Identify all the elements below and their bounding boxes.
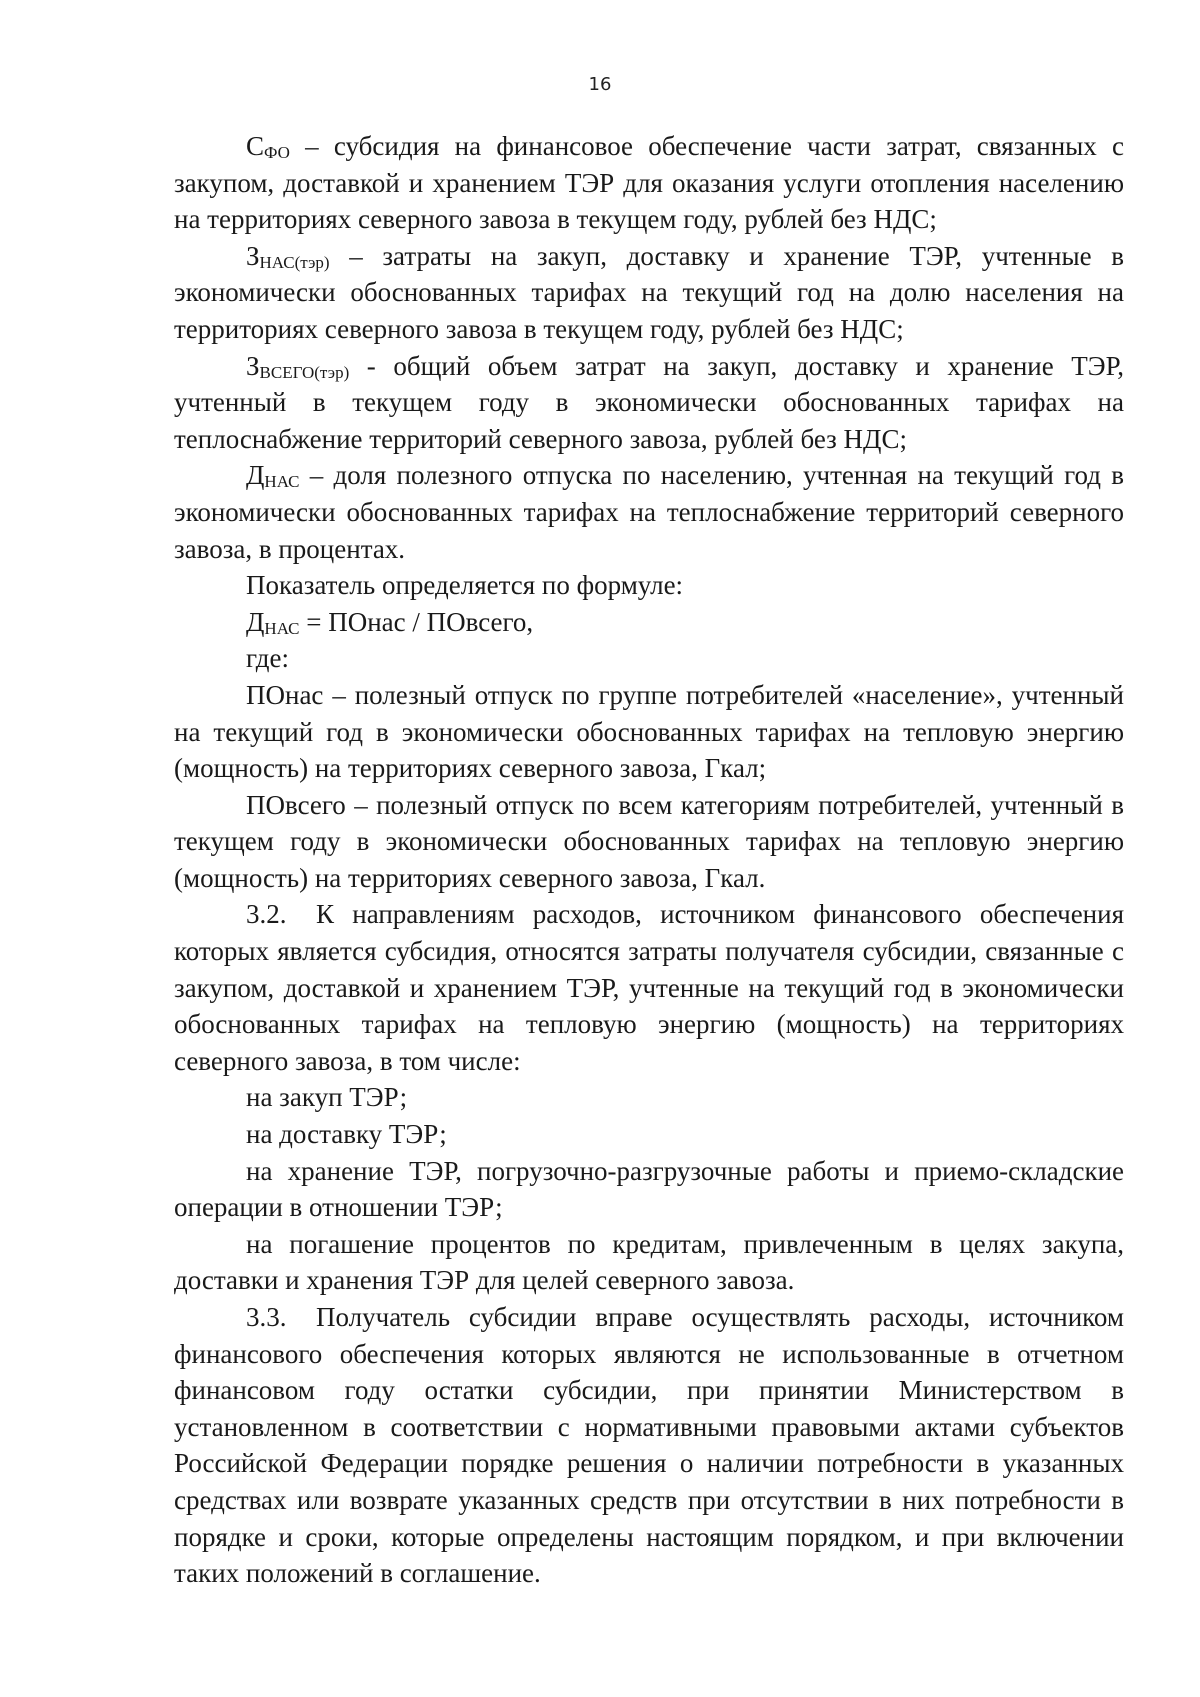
- list-item: на доставку ТЭР;: [246, 1119, 447, 1150]
- where-label: где:: [246, 643, 289, 674]
- definition-c-fo: [174, 128, 1124, 238]
- clause-number: 3.3.: [246, 1302, 287, 1332]
- document-body: [174, 128, 1124, 1592]
- symbol-subscript: ФО: [264, 143, 290, 162]
- clause-text: Получатель субсидии вправе осуществлять расходы, источником финансового обеспечения которых являются не использованные в отчетном финансовом году остатки субсидии, при принятии Министерством в установленном в соответствии с нормативными правовыми актами субъектов Российской Федерации порядке решения о наличии потребности в указанных средствах или возврате указанных средств при отсутствии в них потребности в порядке и сроки, которые определены настоящим порядком, и при включении таких положений в соглашение.: [174, 1302, 1124, 1589]
- definition-text: – затраты на закуп, доставку и хранение ТЭР, учтенные в экономически обоснованных тарифах на текущий год на долю населения на территориях северного завоза в текущем году, рублей без НДС;: [174, 240, 1124, 344]
- symbol: З: [246, 240, 260, 271]
- list-item: на хранение ТЭР, погрузочно-разгрузочные работы и приемо-складские операции в отношении ТЭР;: [174, 1155, 1124, 1223]
- clause-number: 3.2.: [246, 899, 287, 930]
- definition-d-nas: [174, 457, 1124, 567]
- formula-intro: Показатель определяется по формуле:: [246, 570, 684, 601]
- clause-text: К направлениям расходов, источником финансового обеспечения которых является субсидия, относятся затраты получателя субсидии, связанные с закупом, доставкой и хранением ТЭР, учтенные на текущий год в экономически обоснованных тарифах на тепловую энергию (мощность) на территориях северного завоза, в том числе:: [174, 899, 1124, 1076]
- symbol-subscript: НАС(тэр): [259, 252, 330, 272]
- list-item: на закуп ТЭР;: [246, 1082, 408, 1113]
- definition-text: - общий объем затрат на закуп, доставку и хранение ТЭР, учтенный в текущем году в экономически обоснованных тарифах на теплоснабжение территорий северного завоза, рублей без НДС;: [174, 350, 1124, 454]
- symbol-subscript: НАС: [264, 618, 300, 638]
- symbol: Д: [246, 460, 265, 491]
- definition-povsego: ПОвсего – полезный отпуск по всем категориям потребителей, учтенный в текущем году в экономически обоснованных тарифах на тепловую энергию (мощность) на территориях северного завоза, Гкал.: [174, 789, 1124, 893]
- formula: [174, 604, 1124, 641]
- definition-ponas: ПОнас – полезный отпуск по группе потребителей «население», учтенный на текущий год в экономически обоснованных тарифах на тепловую энергию (мощность) на территориях северного завоза, Гкал;: [174, 679, 1124, 784]
- definition-z-nas: [174, 238, 1124, 348]
- symbol-subscript: НАС: [264, 472, 300, 492]
- page-number: 16: [588, 74, 612, 95]
- symbol: Д: [246, 606, 265, 637]
- clause-3-2: [174, 896, 1124, 1079]
- definition-z-vsego: [174, 348, 1124, 458]
- symbol-subscript: ВСЕГО(тэр): [259, 362, 350, 382]
- definition-text: – доля полезного отпуска по населению, учтенная на текущий год в экономически обоснованных тарифах на теплоснабжение территорий северного завоза, в процентах.: [174, 460, 1124, 564]
- symbol: С: [246, 131, 265, 161]
- symbol: З: [246, 350, 260, 381]
- formula-text: = ПОнас / ПОвсего,: [299, 606, 534, 637]
- definition-text: – субсидия на финансовое обеспечение части затрат, связанных с закупом, доставкой и хранением ТЭР для оказания услуги отопления населению на территориях северного завоза в текущем году, рублей без НДС;: [174, 131, 1124, 235]
- clause-3-3: [174, 1299, 1124, 1592]
- list-item: на погашение процентов по кредитам, привлеченным в целях закупа, доставки и хранения ТЭР для целей северного завоза.: [174, 1228, 1124, 1296]
